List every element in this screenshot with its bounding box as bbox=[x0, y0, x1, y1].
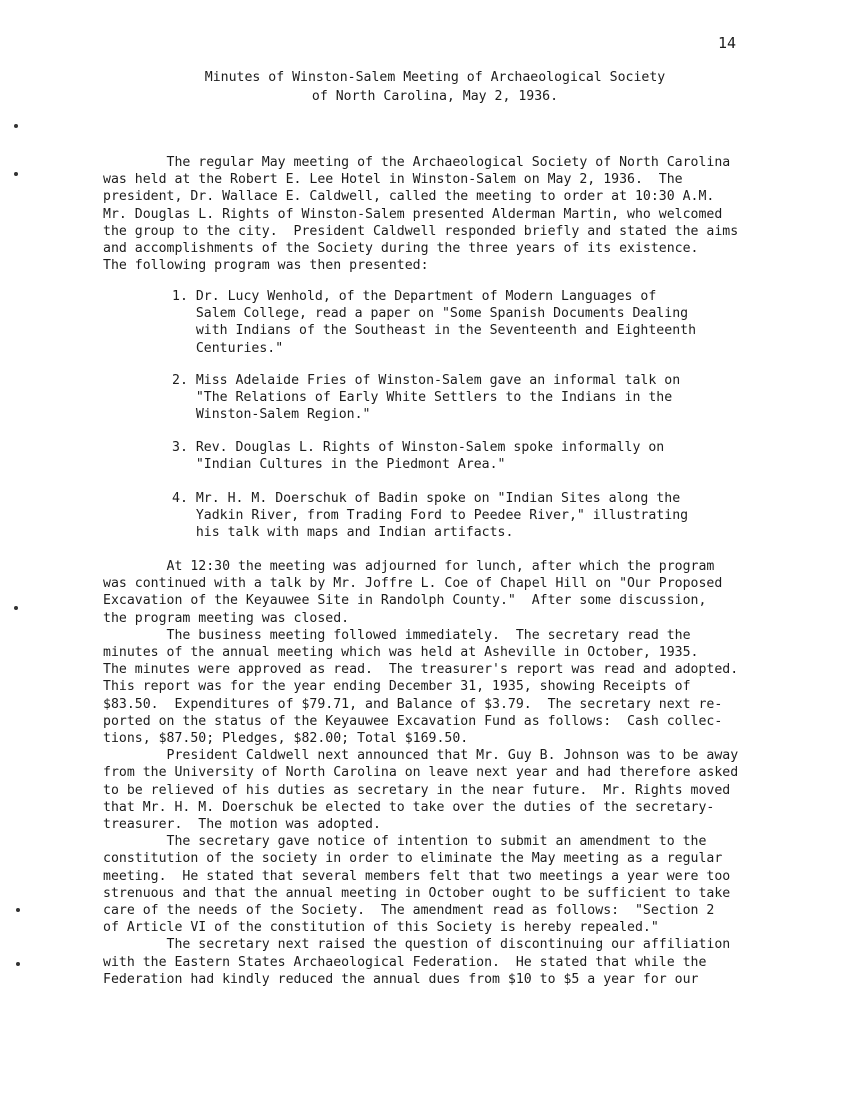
title-line-2: of North Carolina, May 2, 1936. bbox=[311, 89, 559, 104]
scan-speck bbox=[14, 606, 18, 610]
scan-speck bbox=[16, 908, 20, 912]
document-title bbox=[60, 68, 810, 106]
scan-speck bbox=[16, 962, 20, 966]
scan-speck bbox=[14, 124, 18, 128]
intro-paragraph: The regular May meeting of the Archaeological Society of North Carolina was held at the Robert E. Lee Hotel in Winston-Salem on May 2, 1936. The president, Dr. Wallace E. Caldwell, called the meeting to order at 10:30 A.M. Mr. Douglas L. Rights of Winston-Salem presented Alderman Martin, who welcomed the group to the city. President Caldwell responded briefly and stated the aims and accomplishments of the Society during the three years of its existence. The following program was then presented: bbox=[103, 155, 739, 274]
program-item-2: 2. Miss Adelaide Fries of Winston-Salem gave an informal talk on "The Relations of Early White Settlers to the Indians in the Winston-Salem Region." bbox=[172, 373, 681, 423]
program-item-4: 4. Mr. H. M. Doerschuk of Badin spoke on "Indian Sites along the Yadkin River, from Trading Ford to Peedee River," illustrating his talk with maps and Indian artifacts. bbox=[172, 491, 689, 541]
page-number: 14 bbox=[718, 34, 737, 52]
title-line-1: Minutes of Winston-Salem Meeting of Archaeological Society bbox=[204, 70, 666, 85]
program-item-1: 1. Dr. Lucy Wenhold, of the Department of Modern Languages of Salem College, read a paper on "Some Spanish Documents Dealing with Indians of the Southeast in the Seventeenth and Eighteenth Centuries." bbox=[172, 289, 697, 356]
scan-speck bbox=[14, 172, 18, 176]
program-item-3: 3. Rev. Douglas L. Rights of Winston-Salem spoke informally on "Indian Cultures in the Piedmont Area." bbox=[172, 440, 665, 473]
closing-paragraphs: At 12:30 the meeting was adjourned for lunch, after which the program was continued with a talk by Mr. Joffre L. Coe of Chapel Hill on "Our Proposed Excavation of the Keyauwee Site in Randolph County." After some discussion, the program meeting was closed. The business meeting followed immediately. The secretary read the minutes of the annual meeting which was held at Asheville in October, 1935. The minutes were approved as read. The treasurer's report was read and adopted. This report was for the year ending December 31, 1935, showing Receipts of $83.50. Expenditures of $79.71, and Balance of $3.79. The secretary next re- ported on the status of the Keyauwee Excavation Fund as follows: Cash collec- tions, $87.50; Pledges, $82.00; Total $169.50. President Caldwell next announced that Mr. Guy B. Johnson was to be away from the University of North Carolina on leave next year and had therefore asked to be relieved of his duties as secretary in the near future. Mr. Rights moved that Mr. H. M. Doerschuk be elected to take over the duties of the secretary- treasurer. The motion was adopted. The secretary gave notice of intention to submit an amendment to the constitution of the society in order to eliminate the May meeting as a regular meeting. He stated that several members felt that two meetings a year were too strenuous and that the annual meeting in October ought to be sufficient to take care of the needs of the Society. The amendment read as follows: "Section 2 of Article VI of the constitution of this Society is hereby repealed." The secretary next raised the question of discontinuing our affiliation with the Eastern States Archaeological Federation. He stated that while the Federation had kindly reduced the annual dues from $10 to $5 a year for our bbox=[103, 559, 739, 987]
